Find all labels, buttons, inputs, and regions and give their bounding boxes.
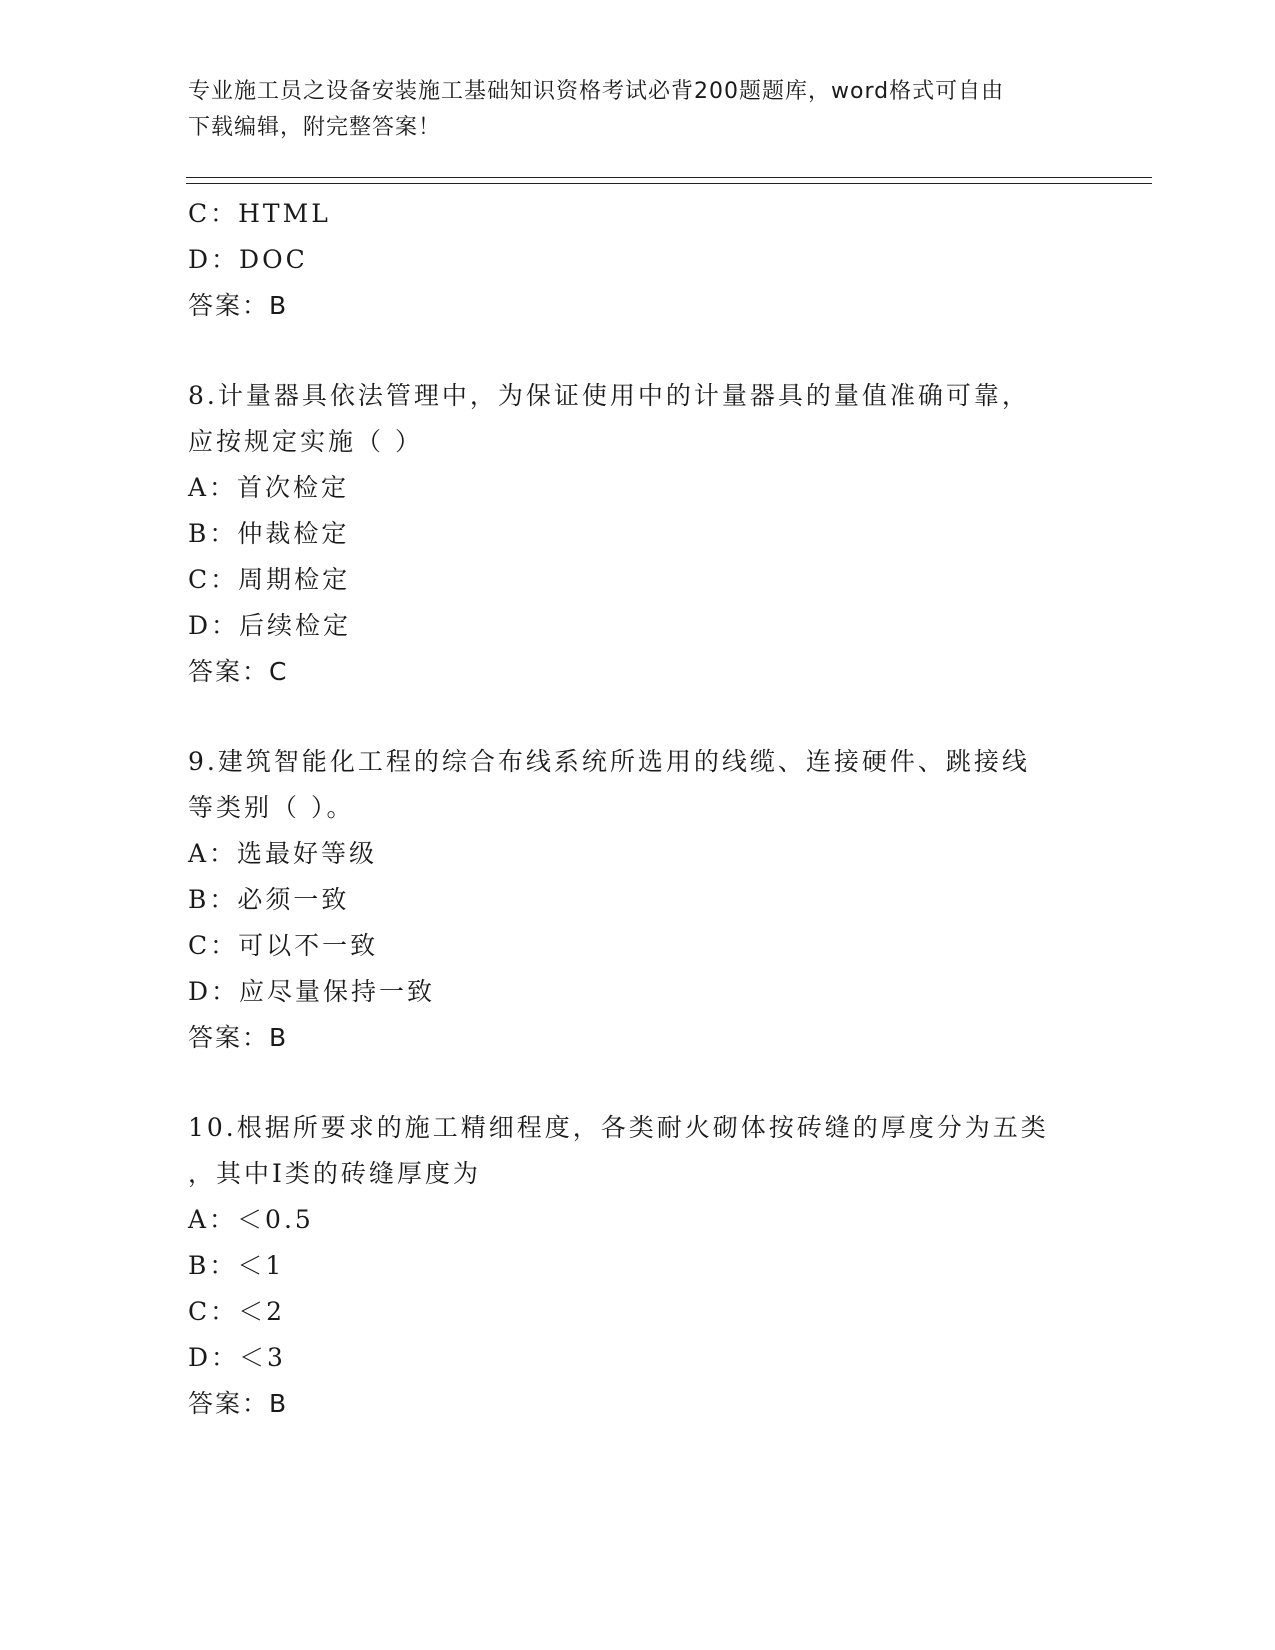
document-header bbox=[188, 74, 1068, 146]
option-b: B：必须一致 bbox=[188, 885, 350, 914]
question-8 bbox=[188, 373, 1088, 695]
question-spacer bbox=[188, 1061, 1088, 1105]
option-c: C：HTML bbox=[188, 199, 331, 228]
option-c: C：周期检定 bbox=[188, 565, 351, 594]
question-stem-line-1: 8.计量器具依法管理中，为保证使用中的计量器具的量值准确可靠， bbox=[188, 381, 1030, 410]
question-fragment bbox=[188, 191, 1088, 329]
option-d: D：后续检定 bbox=[188, 611, 352, 640]
header-line-2: 下载编辑，附完整答案！ bbox=[188, 115, 442, 140]
option-b: B：＜1 bbox=[188, 1251, 285, 1280]
question-10 bbox=[188, 1105, 1088, 1427]
option-a: A：首次检定 bbox=[188, 473, 350, 502]
question-stem-line-2: 应按规定实施（ ） bbox=[188, 427, 423, 456]
option-c: C：＜2 bbox=[188, 1297, 286, 1326]
header-line-1: 专业施工员之设备安装施工基础知识资格考试必背200题题库，word格式可自由 bbox=[188, 79, 1005, 104]
option-d: D：DOC bbox=[188, 245, 308, 274]
answer-line: 答案：B bbox=[188, 1389, 289, 1418]
answer-line: 答案：C bbox=[188, 657, 289, 686]
question-stem-line-1: 9.建筑智能化工程的综合布线系统所选用的线缆、连接硬件、跳接线 bbox=[188, 747, 1030, 776]
question-stem-line-1: 10.根据所要求的施工精细程度，各类耐火砌体按砖缝的厚度分为五类 bbox=[188, 1113, 1049, 1142]
option-c: C：可以不一致 bbox=[188, 931, 379, 960]
option-a: A：选最好等级 bbox=[188, 839, 378, 868]
document-body bbox=[188, 191, 1088, 1427]
question-stem-line-2: ，其中Ⅰ类的砖缝厚度为 bbox=[188, 1159, 481, 1188]
header-rule-bottom bbox=[186, 183, 1152, 184]
header-rule-top bbox=[186, 177, 1152, 178]
answer-line: 答案：B bbox=[188, 1023, 289, 1052]
option-d: D：应尽量保持一致 bbox=[188, 977, 436, 1006]
question-spacer bbox=[188, 329, 1088, 373]
option-a: A：＜0.5 bbox=[188, 1205, 314, 1234]
option-d: D：＜3 bbox=[188, 1343, 286, 1372]
question-9 bbox=[188, 739, 1088, 1061]
option-b: B：仲裁检定 bbox=[188, 519, 350, 548]
question-stem-line-2: 等类别（ ）。 bbox=[188, 793, 355, 822]
question-spacer bbox=[188, 695, 1088, 739]
answer-line: 答案：B bbox=[188, 291, 289, 320]
